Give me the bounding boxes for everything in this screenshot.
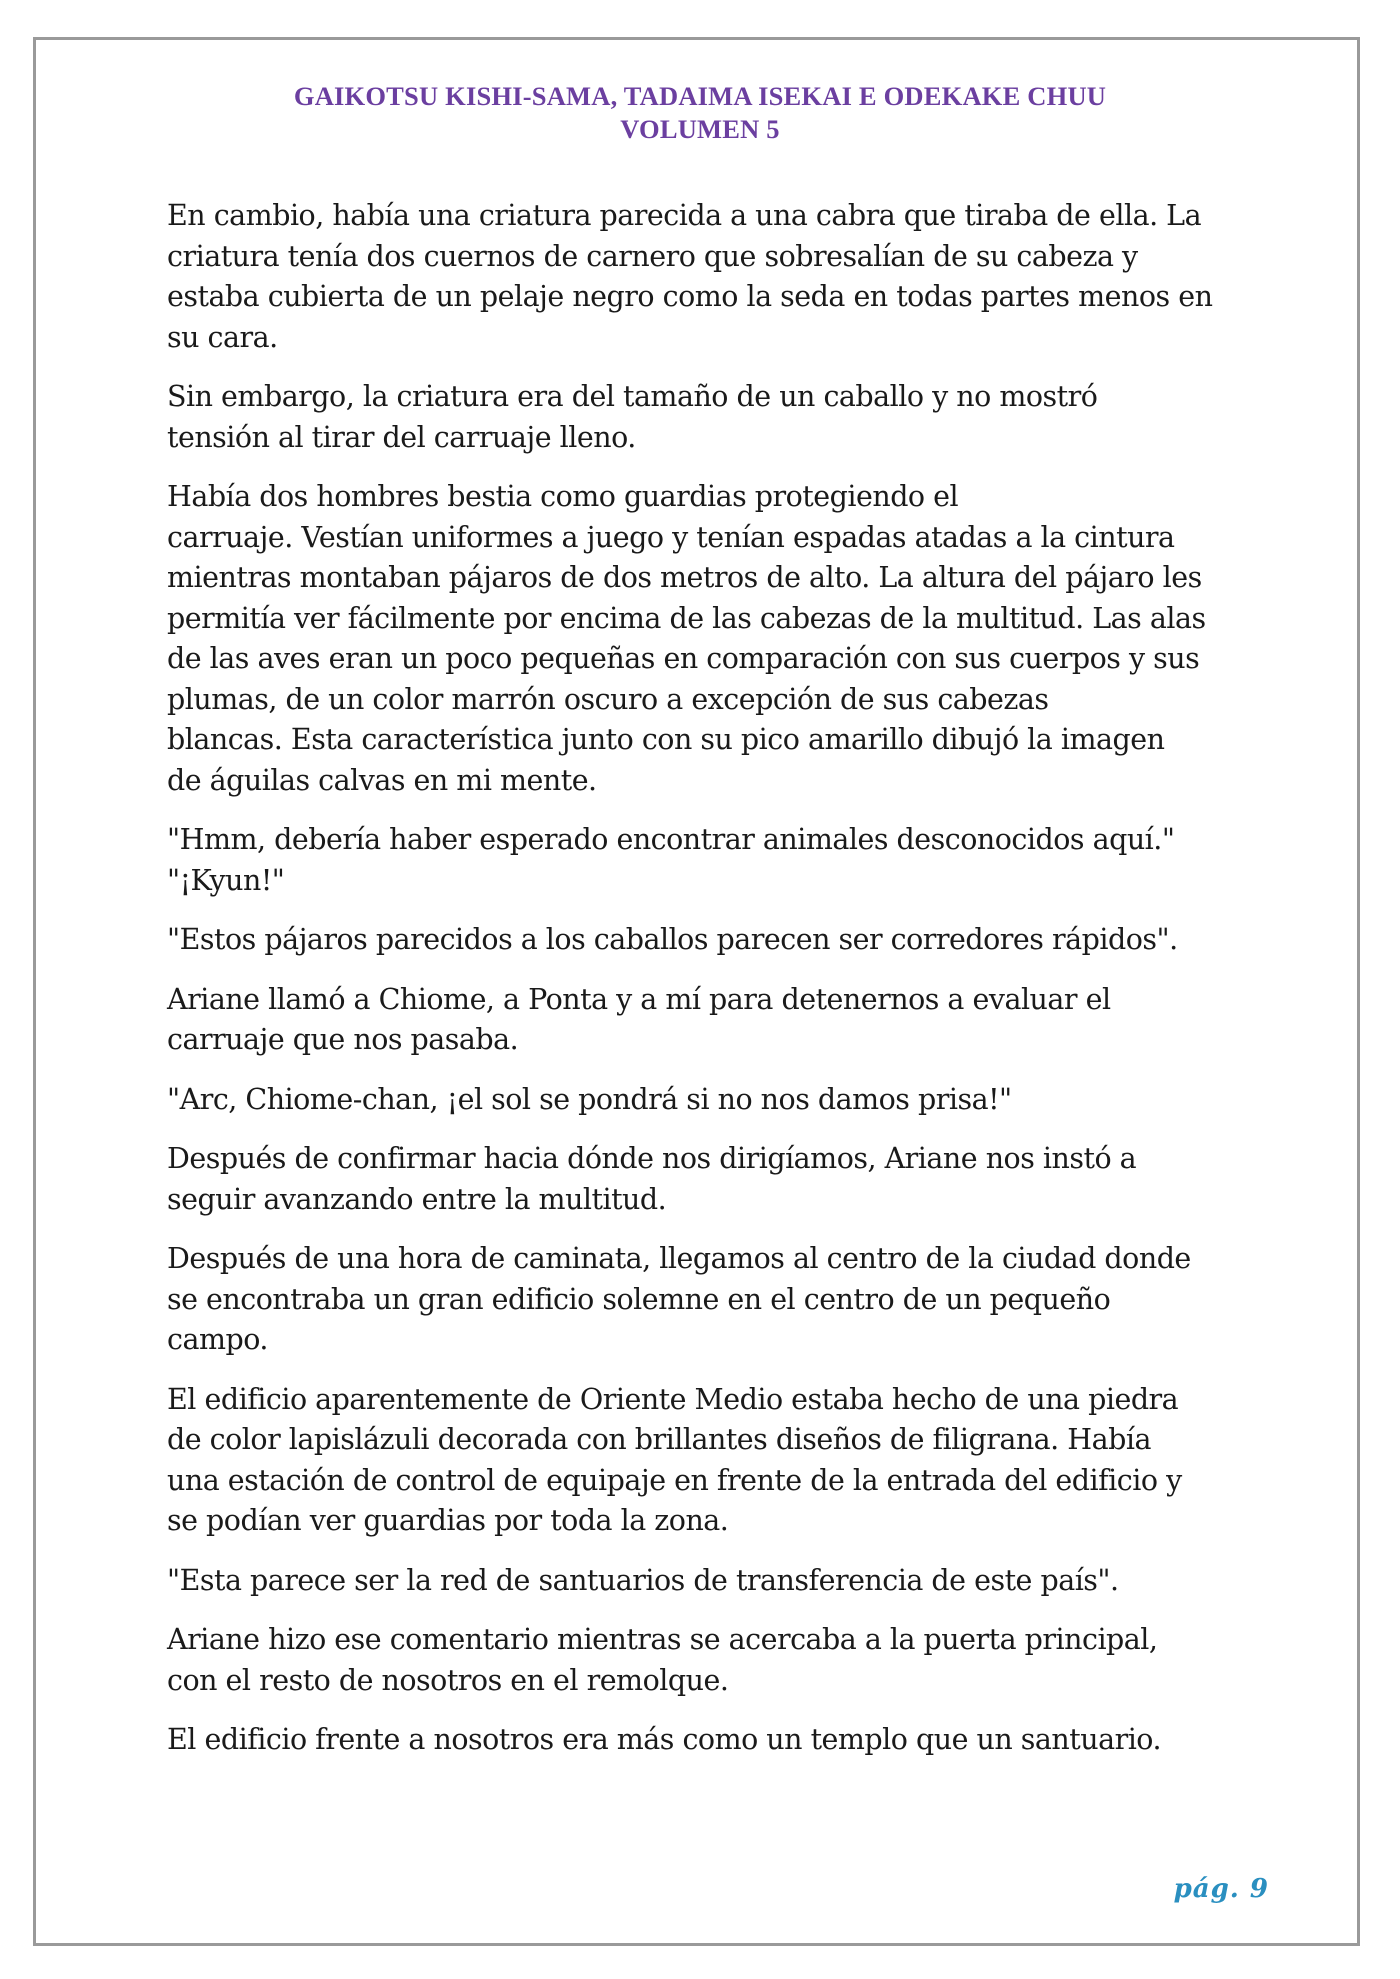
paragraph: [167, 477, 1257, 801]
text-line: de águilas calvas en mi mente.: [167, 763, 597, 797]
text-line: Ariane hizo ese comentario mientras se acercaba a la puerta principal,: [167, 1623, 1158, 1656]
text-line: Sin embargo, la criatura era del tamaño de un caballo y no mostró: [167, 380, 1098, 413]
text-line: su cara.: [167, 320, 278, 354]
book-title: GAIKOTSU KISHI-SAMA, TADAIMA ISEKAI E ODEKAKE CHUU: [293, 81, 1107, 111]
text-line: campo.: [167, 1323, 268, 1356]
text-line: "Hmm, debería haber esperado encontrar animales desconocidos aquí.": [167, 823, 1175, 856]
text-line: seguir avanzando entre la multitud.: [167, 1182, 667, 1216]
text-line: Ariane llamó a Chiome, a Ponta y a mí para detenernos a evaluar el: [167, 982, 1111, 1016]
text-line: de color lapislázuli decorada con brillantes diseños de filigrana. Había: [167, 1423, 1151, 1456]
text-line: Había dos hombres bestia como guardias protegiendo el: [167, 480, 959, 513]
text-line: El edificio aparentemente de Oriente Medio estaba hecho de una piedra: [167, 1382, 1179, 1416]
text-line: mientras montaban pájaros de dos metros de alto. La altura del pájaro les: [167, 561, 1202, 594]
body-text: [167, 196, 1257, 1780]
text-line: El edificio frente a nosotros era más como un templo que un santuario.: [167, 1723, 1162, 1756]
text-line: "Estos pájaros parecidos a los caballos parecen ser corredores rápidos".: [167, 923, 1178, 956]
text-line: criatura tenía dos cuernos de carnero que sobresalían de su cabeza y: [167, 239, 1138, 273]
paragraph: [167, 1561, 1257, 1602]
paragraph: [167, 1139, 1257, 1220]
text-line: con el resto de nosotros en el remolque.: [167, 1663, 729, 1697]
text-line: de las aves eran un poco pequeñas en comparación con sus cuerpos y sus: [167, 642, 1200, 675]
paragraph: [167, 1239, 1257, 1361]
paragraph: [167, 1620, 1257, 1701]
text-line: se podían ver guardias por toda la zona.: [167, 1504, 729, 1537]
text-line: Después de una hora de caminata, llegamos al centro de la ciudad donde: [167, 1242, 1191, 1275]
paragraph: [167, 377, 1257, 458]
text-line: se encontraba un gran edificio solemne en el centro de un pequeño: [167, 1282, 1111, 1316]
text-line: "Arc, Chiome-chan, ¡el sol se pondrá si no nos damos prisa!": [167, 1082, 1012, 1116]
text-line: En cambio, había una criatura parecida a una cabra que tiraba de ella. La: [167, 199, 1202, 232]
book-header: [0, 80, 1400, 146]
text-line: Después de confirmar hacia dónde nos dirigíamos, Ariane nos instó a: [167, 1142, 1137, 1175]
paragraph: [167, 1080, 1257, 1121]
paragraph: [167, 920, 1257, 961]
text-line: plumas, de un color marrón oscuro a excepción de sus cabezas: [167, 682, 1049, 716]
text-line: una estación de control de equipaje en frente de la entrada del edificio y: [167, 1463, 1182, 1497]
text-line: permitía ver fácilmente por encima de las cabezas de la multitud. Las alas: [167, 601, 1206, 635]
volume-label: VOLUMEN 5: [620, 114, 780, 144]
paragraph: [167, 820, 1257, 901]
text-line: "¡Kyun!": [167, 863, 285, 897]
text-line: "Esta parece ser la red de santuarios de transferencia de este país".: [167, 1563, 1119, 1597]
paragraph: [167, 1380, 1257, 1542]
page-number: pág. 9: [1173, 1874, 1269, 1904]
text-line: carruaje que nos pasaba.: [167, 1023, 519, 1056]
text-line: tensión al tirar del carruaje lleno.: [167, 420, 636, 454]
text-line: estaba cubierta de un pelaje negro como la seda en todas partes menos en: [167, 280, 1213, 313]
text-line: blancas. Esta característica junto con su pico amarillo dibujó la imagen: [167, 723, 1165, 756]
paragraph: [167, 1720, 1257, 1761]
paragraph: [167, 980, 1257, 1061]
text-line: carruaje. Vestían uniformes a juego y tenían espadas atadas a la cintura: [167, 520, 1175, 554]
paragraph: [167, 196, 1257, 358]
